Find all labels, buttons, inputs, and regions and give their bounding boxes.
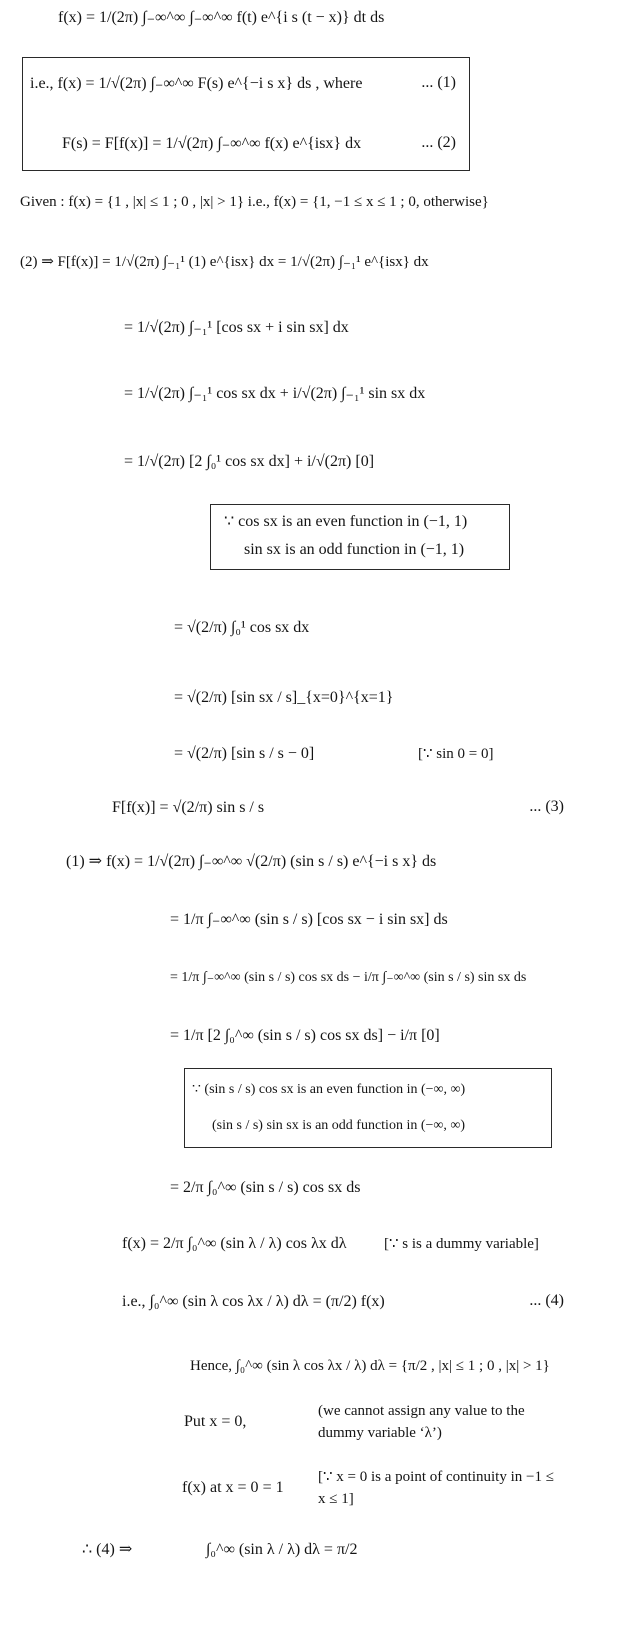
note-12: [∵ sin 0 = 0] <box>418 746 494 762</box>
eq-line-6 <box>124 384 425 404</box>
eq-rhs: = 2/π ∫₀^∞ (sin s / s) cos sx ds <box>170 1179 361 1196</box>
eq-tag-2: ... (2) <box>421 134 456 151</box>
eq-rhs: = 1/√(2π) ∫₋₁¹ (1) e^{isx} dx = 1/√(2π) ∫₋₁¹ e^{isx} dx <box>102 254 429 270</box>
eq-rhs: ∵ (sin s / s) cos sx is an even function in (−∞, ∞) <box>192 1082 466 1097</box>
eq-rhs: = 1/√(2π) ∫₋₁¹ [cos sx + i sin sx] dx <box>124 319 349 336</box>
eq-tag-13: ... (3) <box>529 798 564 815</box>
eq-line-13 <box>112 798 264 818</box>
eq-rhs: = F[f(x)] = 1/√(2π) ∫₋∞^∞ f(x) e^{isx} dx <box>91 135 362 152</box>
eq-rhs: = √(2/π) ∫₀¹ cos sx dx <box>174 619 310 636</box>
eq-line-26-rhs: ∫₀^∞ (sin λ / λ) dλ = π/2 <box>206 1541 358 1558</box>
eq-rhs: = {π/2 , |x| ≤ 1 ; 0 , |x| > 1} <box>388 1358 550 1374</box>
eq-rhs: = √(2/π) [sin s / s − 0] <box>174 745 315 762</box>
eq-rhs: = 1/(2π) ∫₋∞^∞ ∫₋∞^∞ f(t) e^{i s (t − x)} dt ds <box>85 9 385 26</box>
eq-line-4 <box>20 252 429 272</box>
eq-line-12 <box>174 744 314 764</box>
eq-line-8 <box>224 512 467 532</box>
eq-tag-1: ... (1) <box>421 74 456 91</box>
eq-rhs: = 1/√(2π) ∫₋∞^∞ √(2/π) (sin s / s) e^{−i s x} ds <box>134 853 437 870</box>
eq-rhs: = (π/2) f(x) <box>312 1293 385 1310</box>
eq-line-2 <box>62 134 361 154</box>
eq-rhs: (sin s / s) sin sx is an odd function in (−∞, ∞) <box>212 1118 466 1133</box>
eq-line-25 <box>182 1478 284 1498</box>
eq-rhs: = 1/π [2 ∫₀^∞ (sin s / s) cos sx ds] − i/π [0] <box>170 1027 440 1044</box>
eq-lhs: Hence, ∫₀^∞ (sin λ cos λx / λ) dλ <box>190 1358 385 1374</box>
eq-lhs: Given : f(x) <box>20 194 91 210</box>
eq-lhs: F[f(x)] <box>112 799 156 816</box>
eq-lhs: i.e., f(x) <box>30 75 82 92</box>
eq-line-16 <box>170 968 526 988</box>
eq-rhs: = √(2/π) sin s / s <box>159 799 265 816</box>
eq-lhs: f(x) at x = 0 <box>182 1479 259 1496</box>
eq-lhs: i.e., ∫₀^∞ (sin λ cos λx / λ) dλ <box>122 1293 309 1310</box>
eq-lhs: F(s) <box>62 135 88 152</box>
eq-rhs: = 2/π ∫₀^∞ (sin λ / λ) cos λx dλ <box>149 1235 347 1252</box>
eq-rhs: sin sx is an odd function in (−1, 1) <box>244 541 465 558</box>
eq-rhs: ∵ cos sx is an even function in (−1, 1) <box>224 513 468 530</box>
eq-line-21 <box>122 1234 347 1254</box>
eq-line-10 <box>174 618 309 638</box>
eq-rhs: = 1/√(2π) ∫₋₁¹ cos sx dx + i/√(2π) ∫₋₁¹ sin sx dx <box>124 385 426 402</box>
eq-rhs: = √(2/π) [sin sx / s]_{x=0}^{x=1} <box>174 689 394 706</box>
eq-line-18 <box>192 1080 465 1100</box>
eq-line-14 <box>66 852 436 872</box>
eq-rhs: = 1/√(2π) ∫₋∞^∞ F(s) e^{−i s x} ds , where <box>85 75 363 92</box>
eq-lhs: Put x = 0, <box>184 1413 247 1430</box>
eq-rhs: = 1/√(2π) [2 ∫₀¹ cos sx dx] + i/√(2π) [0] <box>124 453 375 470</box>
eq-line-20 <box>170 1178 360 1198</box>
eq-line-23 <box>190 1356 550 1376</box>
eq-line-26 <box>82 1540 132 1560</box>
eq-line-7 <box>124 452 374 472</box>
eq-tag-22: ... (4) <box>529 1292 564 1309</box>
eq-lhs: (1) ⇒ f(x) <box>66 853 131 870</box>
eq-lhs: f(x) <box>122 1235 146 1252</box>
note-21: [∵ s is a dummy variable] <box>384 1236 539 1252</box>
eq-lhs: f(x) <box>58 9 82 26</box>
eq-line-19 <box>212 1116 465 1136</box>
eq-lhs: (2) ⇒ F[f(x)] <box>20 254 99 270</box>
eq-rhs: = 1 <box>262 1479 284 1496</box>
eq-rhs: = {1 , |x| ≤ 1 ; 0 , |x| > 1} i.e., f(x) = {1, −1 ≤ x ≤ 1 ; 0, otherwise} <box>94 194 489 210</box>
eq-line-17 <box>170 1026 440 1046</box>
eq-rhs: = 1/π ∫₋∞^∞ (sin s / s) [cos sx − i sin sx] ds <box>170 911 448 928</box>
eq-lhs: ∴ (4) ⇒ <box>82 1541 133 1558</box>
eq-line-9 <box>244 540 464 560</box>
eq-line-15 <box>170 910 448 930</box>
eq-line-0 <box>58 8 384 28</box>
eq-line-22 <box>122 1292 385 1312</box>
eq-rhs: = 1/π ∫₋∞^∞ (sin s / s) cos sx ds − i/π ∫₋∞^∞ (sin s / s) sin sx ds <box>170 970 527 985</box>
eq-line-1 <box>30 74 362 94</box>
eq-line-3 <box>20 192 489 212</box>
note-25: [∵ x = 0 is a point of continuity in −1 ≤ x ≤ 1] <box>318 1469 554 1507</box>
eq-line-24 <box>184 1412 246 1432</box>
eq-line-11 <box>174 688 393 708</box>
note-24: (we cannot assign any value to the dummy variable ‘λ’) <box>318 1403 525 1441</box>
eq-line-5 <box>124 318 349 338</box>
